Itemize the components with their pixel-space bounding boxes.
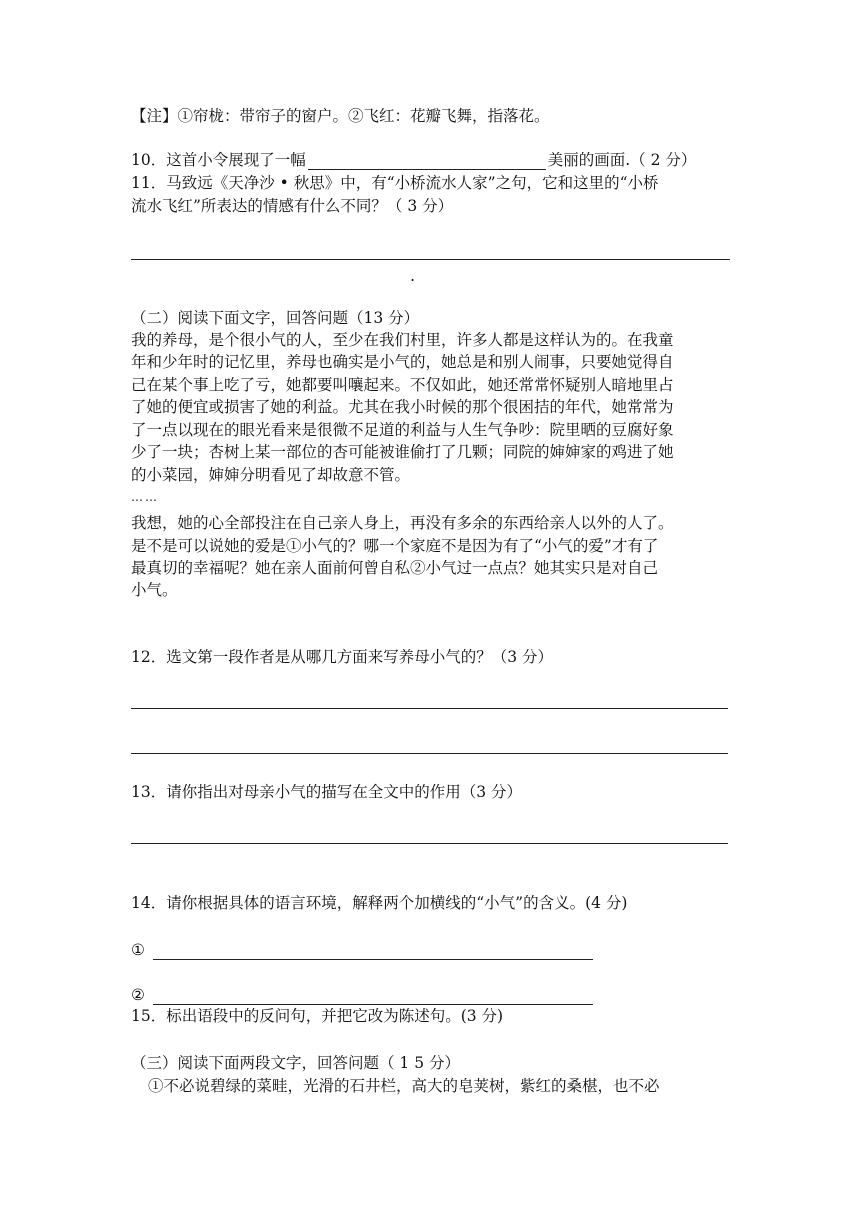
annotation-note: 【注】①帘栊：带帘子的窗户。②飞红：花瓣飞舞，指落花。: [131, 107, 550, 125]
answer-line-q12-2[interactable]: [131, 753, 728, 754]
answer-line-q11[interactable]: [131, 259, 730, 260]
passage-line: 了她的便宜或损害了她的利益。尤其在我小时候的那个很困拮的年代，她常常为: [131, 398, 674, 416]
answer-blank-q14-1[interactable]: [153, 943, 593, 960]
question-14: 14．请你根据具体的语言环境，解释两个加横线的“小气”的含义。(4 分): [131, 894, 628, 912]
question-10: [131, 150, 696, 170]
answer-line-q12-1[interactable]: [131, 708, 728, 709]
circled-marker-1: ①: [131, 941, 145, 959]
passage-line: 我想，她的心全部投注在自己亲人身上，再没有多余的东西给亲人以外的人了。: [131, 514, 674, 532]
section-3-heading: （三）阅读下面两段文字，回答问题（ 1 5 分）: [131, 1054, 461, 1072]
end-dot: .: [410, 266, 416, 285]
answer-blank-q10[interactable]: [308, 153, 546, 170]
answer-blank-q14-2[interactable]: [153, 988, 593, 1005]
question-15: 15．标出语段中的反问句，并把它改为陈述句。(3 分): [131, 1007, 504, 1025]
question-10-score: 美丽的画面.（ 2 分）: [547, 151, 697, 169]
passage-line: 己在某个事上吃了亏，她都要叫嚷起来。不仅如此，她还常常怀疑别人暗地里占: [131, 376, 674, 394]
passage-line: 我的养母，是个很小气的人，至少在我们村里，许多人都是这样认为的。在我童: [131, 331, 674, 349]
question-14-answer-1: [131, 940, 593, 960]
question-11-line-1: 11．马致远《天净沙 • 秋思》中，有“小桥流水人家”之句，它和这里的“小桥: [131, 174, 659, 192]
question-14-answer-2: [131, 985, 593, 1005]
question-11-line-2: 流水飞红”所表达的情感有什么不同？（ 3 分）: [131, 197, 454, 215]
passage-line: ①不必说碧绿的菜畦，光滑的石井栏，高大的皂荚树，紫红的桑椹，也不必: [148, 1077, 660, 1095]
passage-line: 小气。: [131, 581, 178, 599]
question-12: 12．选文第一段作者是从哪几方面来写养母小气的？（3 分）: [131, 648, 554, 666]
answer-line-q13[interactable]: [131, 843, 728, 844]
ellipsis: ……: [131, 490, 159, 504]
passage-line: 的小菜园，婶婶分明看见了却故意不管。: [131, 466, 411, 484]
passage-line: 了一点以现在的眼光看来是很微不足道的利益与人生气争吵：院里晒的豆腐好象: [131, 421, 674, 439]
question-13: 13．请你指出对母亲小气的描写在全文中的作用（3 分）: [131, 783, 523, 801]
question-10-text: 10．这首小令展现了一幅: [131, 151, 306, 169]
passage-line: 年和少年时的记忆里，养母也确实是小气的，她总是和别人闹事，只要她觉得自: [131, 353, 674, 371]
passage-line: 少了一块；杏树上某一部位的杏可能被谁偷打了几颗；同院的婶婶家的鸡进了她: [131, 443, 674, 461]
circled-marker-2: ②: [131, 986, 145, 1004]
passage-line: 是不是可以说她的爱是①小气的？哪一个家庭不是因为有了“小气的爱”才有了: [131, 537, 659, 555]
section-2-heading: （二）阅读下面文字，回答问题（13 分）: [131, 309, 420, 327]
passage-line: 最真切的幸福呢？她在亲人面前何曾自私②小气过一点点？她其实只是对自己: [131, 559, 659, 577]
